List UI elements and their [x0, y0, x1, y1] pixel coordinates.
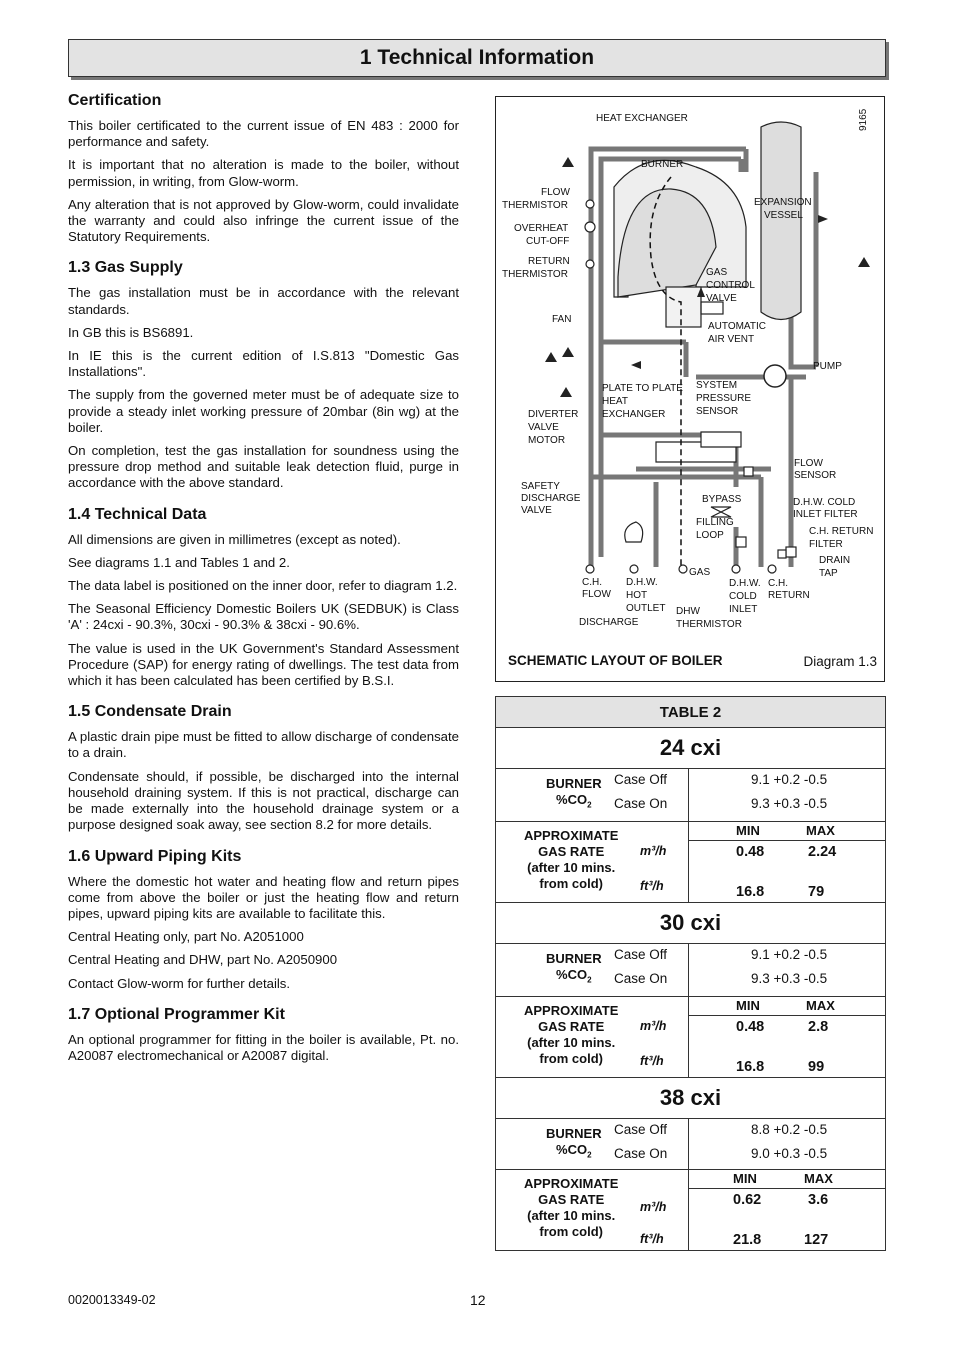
paragraph: All dimensions are given in millimetres (except as noted).	[68, 531, 401, 547]
label-safety-valve: VALVE	[521, 505, 552, 516]
label-safety-valve: SAFETY	[521, 481, 560, 492]
min-header: MIN	[736, 823, 760, 838]
paragraph: Central Heating only, part No. A2051000	[68, 929, 304, 945]
label-filling-loop: LOOP	[696, 530, 724, 541]
label-diverter-valve: MOTOR	[528, 435, 566, 446]
m3-max: 2.8	[808, 1019, 829, 1035]
label-dhw-hot: OUTLET	[626, 603, 666, 614]
unit-ft3: ft³/h	[640, 879, 664, 893]
label-ch-return: RETURN	[768, 590, 810, 601]
label-return-filter: FILTER	[809, 539, 843, 550]
label-flow-thermistor: FLOW	[541, 187, 570, 198]
burner-values-cell	[689, 769, 886, 822]
label-ch-return: C.H.	[768, 578, 788, 589]
after-label: (after 10 mins.	[527, 1208, 616, 1223]
label-safety-valve: DISCHARGE	[521, 493, 581, 504]
paragraph: It is important that no alteration is made to the boiler, without permission, in writing, from Glow-worm.	[68, 157, 459, 189]
approx-label: APPROXIMATE	[524, 1003, 619, 1018]
table-2	[495, 696, 886, 1251]
label-bypass: BYPASS	[702, 494, 742, 505]
label-gas: GAS	[689, 567, 711, 578]
label-ch-flow: C.H.	[582, 577, 602, 588]
diagram-ref: 9165	[858, 108, 869, 131]
gas-rate-label: GAS RATE	[538, 1192, 605, 1207]
label-gas-control-valve: GAS	[706, 267, 728, 278]
label-dhw-hot: D.H.W.	[626, 577, 658, 588]
approx-label: APPROXIMATE	[524, 828, 619, 843]
burner-values-cell	[689, 944, 886, 997]
section-title: 1.4 Technical Data	[68, 505, 207, 523]
co2-label: %CO	[556, 967, 588, 982]
boiler-schematic	[495, 96, 885, 682]
label-cold-inlet-filter: INLET FILTER	[793, 509, 858, 520]
text-column	[68, 92, 459, 1078]
label-gas-control-valve: CONTROL	[706, 280, 755, 291]
label-return-thermistor: RETURN	[528, 256, 570, 267]
label-drain-tap: TAP	[819, 568, 838, 579]
label-dhw-thermistor: DHW	[676, 606, 700, 617]
max-header: MAX	[806, 998, 835, 1013]
gas-rate-label-cell	[496, 997, 689, 1078]
gas-rate-label: GAS RATE	[538, 844, 605, 859]
section-upward-piping	[68, 848, 459, 992]
label-plate-heat-exchanger: HEAT	[602, 396, 628, 407]
paragraph: The supply from the governed meter must be of adequate size to provide a steady inlet working pressure of 20mbar (8in wg) at the boiler.	[68, 387, 459, 435]
co2-subscript: 2	[587, 1150, 592, 1160]
paragraph: The value is used in the UK Government's Standard Assessment Procedure (SAP) for energy rating of dwellings. The test data from which it has been calculated has been certified by B.S.I.	[68, 640, 459, 689]
section-certification	[68, 92, 459, 245]
from-cold-label: from cold)	[539, 876, 603, 891]
label-dhw-thermistor: THERMISTOR	[676, 619, 742, 630]
label-air-vent: AIR VENT	[708, 334, 755, 345]
schematic-drawing	[496, 97, 884, 681]
co2-subscript: 2	[587, 975, 592, 985]
label-pressure-sensor: PRESSURE	[696, 393, 752, 404]
model-heading: 38 cxi	[496, 1078, 886, 1119]
section-title: 1.5 Condensate Drain	[68, 703, 232, 721]
paragraph: The data label is positioned on the inner door, refer to diagram 1.2.	[68, 578, 458, 594]
m3-min: 0.62	[733, 1192, 762, 1208]
label-expansion-vessel: VESSEL	[764, 210, 803, 221]
min-header: MIN	[733, 1171, 757, 1186]
gas-rate-label: GAS RATE	[538, 1019, 605, 1034]
label-dhw-hot: HOT	[626, 590, 648, 601]
paragraph: In IE this is the current edition of I.S.813 "Domestic Gas Installations".	[68, 348, 459, 380]
ft3-max: 79	[808, 884, 825, 900]
gas-rate-label-cell	[496, 1170, 689, 1251]
label-heat-exchanger: HEAT EXCHANGER	[596, 113, 688, 124]
unit-ft3: ft³/h	[640, 1232, 664, 1246]
co2-case-off: 9.1 +0.2 -0.5	[751, 772, 828, 787]
paragraph: Contact Glow-worm for further details.	[68, 975, 291, 991]
unit-ft3: ft³/h	[640, 1054, 664, 1068]
label-plate-heat-exchanger: PLATE TO PLATE	[602, 383, 683, 394]
max-header: MAX	[806, 823, 835, 838]
label-expansion-vessel: EXPANSION	[754, 197, 812, 208]
section-condensate-drain	[68, 703, 459, 833]
case-off-label: Case Off	[614, 772, 668, 787]
diagram-number: Diagram 1.3	[803, 654, 877, 669]
label-flow-thermistor: THERMISTOR	[502, 200, 568, 211]
label-return-thermistor: THERMISTOR	[502, 269, 568, 280]
section-title: 1.3 Gas Supply	[68, 259, 183, 277]
unit-m3: m³/h	[640, 1200, 667, 1214]
paragraph: The gas installation must be in accordance with the relevant standards.	[68, 285, 459, 317]
label-ch-flow: FLOW	[582, 589, 611, 600]
table-row	[496, 1119, 886, 1170]
gas-rate-values-cell	[689, 822, 886, 903]
model-heading: 24 cxi	[496, 728, 886, 769]
section-title: Certification	[68, 92, 162, 109]
ft3-min: 21.8	[733, 1232, 762, 1248]
section-title: 1.6 Upward Piping Kits	[68, 847, 242, 865]
paragraph: Where the domestic hot water and heating flow and return pipes come from above the boiler or just the heating flow and return pipes, upward piping kits are available to facilitate this.	[68, 873, 459, 921]
label-plate-heat-exchanger: EXCHANGER	[602, 409, 666, 420]
label-pump: PUMP	[813, 361, 842, 372]
after-label: (after 10 mins.	[527, 1035, 616, 1050]
paragraph: In GB this is BS6891.	[68, 324, 194, 340]
co2-label: %CO	[556, 792, 588, 807]
label-burner: BURNER	[641, 159, 684, 170]
co2-case-off: 8.8 +0.2 -0.5	[751, 1122, 828, 1137]
paragraph: An optional programmer for fitting in the boiler is available, Pt. no. A20087 electromechanical or A20087 digital.	[68, 1031, 459, 1063]
ft3-min: 16.8	[736, 884, 765, 900]
ft3-min: 16.8	[736, 1059, 765, 1075]
m3-max: 3.6	[808, 1192, 829, 1208]
label-air-vent: AUTOMATIC	[708, 321, 766, 332]
co2-case-off: 9.1 +0.2 -0.5	[751, 947, 828, 962]
co2-case-on: 9.3 +0.3 -0.5	[751, 971, 828, 986]
paragraph: The Seasonal Efficiency Domestic Boilers UK (SEDBUK) is Class 'A' : 24cxi - 90.3%, 30cxi - 90.3% & 38cxi - 90.6%.	[68, 601, 459, 633]
unit-m3: m³/h	[640, 1019, 667, 1033]
paragraph: Any alteration that is not approved by Glow-worm, could invalidate the warranty and could also infringe the current issue of the Statutory Requirements.	[68, 196, 459, 245]
label-overheat: CUT-OFF	[526, 236, 570, 247]
unit-m3: m³/h	[640, 844, 667, 858]
case-on-label: Case On	[614, 1146, 668, 1161]
ft3-max: 127	[804, 1232, 829, 1248]
outlines	[585, 122, 801, 573]
label-drain-tap: DRAIN	[819, 555, 851, 566]
table-row	[496, 1170, 886, 1251]
burner-label: BURNER	[546, 776, 602, 791]
label-cold-inlet-filter: D.H.W. COLD	[793, 497, 856, 508]
section-programmer-kit	[68, 1006, 459, 1064]
gas-rate-label-cell	[496, 822, 689, 903]
paragraph: This boiler certificated to the current issue of EN 483 : 2000 for performance and safety.	[68, 118, 459, 150]
m3-min: 0.48	[736, 844, 765, 860]
label-flow-sensor: FLOW	[794, 458, 823, 469]
page-banner: 1 Technical Information	[68, 39, 886, 77]
label-discharge: DISCHARGE	[579, 617, 639, 628]
table-row	[496, 822, 886, 903]
case-on-label: Case On	[614, 971, 668, 986]
m3-min: 0.48	[736, 1019, 765, 1035]
label-pressure-sensor: SYSTEM	[696, 380, 738, 391]
burner-label-cell	[496, 769, 689, 822]
document-code: 0020013349-02	[68, 1293, 156, 1307]
max-header: MAX	[804, 1171, 833, 1186]
label-dhw-cold: D.H.W.	[729, 578, 761, 589]
co2-subscript: 2	[587, 800, 592, 810]
table-row	[496, 944, 886, 997]
after-label: (after 10 mins.	[527, 860, 616, 875]
label-diverter-valve: VALVE	[528, 422, 559, 433]
label-fan: FAN	[552, 314, 572, 325]
approx-label: APPROXIMATE	[524, 1176, 619, 1191]
section-technical-data	[68, 506, 459, 690]
paragraph: A plastic drain pipe must be fitted to allow discharge of condensate to a drain.	[68, 729, 459, 761]
from-cold-label: from cold)	[539, 1051, 603, 1066]
burner-values-cell	[689, 1119, 886, 1170]
case-off-label: Case Off	[614, 947, 668, 962]
gas-rate-values-cell	[689, 997, 886, 1078]
paragraph: Condensate should, if possible, be discharged into the internal household draining system. If this is not practical, discharge can be made externally into the household drainage system or a purpose designed soak away, see section 8.2 for more details.	[68, 768, 459, 833]
table-row	[496, 769, 886, 822]
paragraph: On completion, test the gas installation for soundness using the pressure drop method and suitable leak detection fluid, purge in accordance with the above standard.	[68, 443, 459, 491]
label-filling-loop: FILLING	[696, 517, 734, 528]
co2-case-on: 9.3 +0.3 -0.5	[751, 796, 828, 811]
label-gas-control-valve: VALVE	[706, 293, 737, 304]
from-cold-label: from cold)	[539, 1224, 603, 1239]
page-number: 12	[470, 1292, 486, 1308]
table-row	[496, 997, 886, 1078]
label-pressure-sensor: SENSOR	[696, 406, 739, 417]
label-dhw-cold: COLD	[729, 591, 757, 602]
model-heading: 30 cxi	[496, 903, 886, 944]
table-title: TABLE 2	[496, 697, 886, 728]
ft3-max: 99	[808, 1059, 825, 1075]
paragraph: See diagrams 1.1 and Tables 1 and 2.	[68, 554, 290, 570]
m3-max: 2.24	[808, 844, 837, 860]
section-title: 1.7 Optional Programmer Kit	[68, 1005, 285, 1023]
burner-label-cell	[496, 944, 689, 997]
label-diverter-valve: DIVERTER	[528, 409, 579, 420]
label-overheat: OVERHEAT	[514, 223, 569, 234]
burner-label: BURNER	[546, 1126, 602, 1141]
co2-case-on: 9.0 +0.3 -0.5	[751, 1146, 828, 1161]
diagram-caption: SCHEMATIC LAYOUT OF BOILER	[508, 653, 723, 668]
label-dhw-cold: INLET	[729, 604, 758, 615]
min-header: MIN	[736, 998, 760, 1013]
paragraph: Central Heating and DHW, part No. A2050900	[68, 952, 338, 968]
burner-label: BURNER	[546, 951, 602, 966]
section-gas-supply	[68, 259, 459, 491]
co2-label: %CO	[556, 1142, 588, 1157]
case-off-label: Case Off	[614, 1122, 668, 1137]
gas-rate-values-cell	[689, 1170, 886, 1251]
case-on-label: Case On	[614, 796, 668, 811]
label-flow-sensor: SENSOR	[794, 470, 837, 481]
label-return-filter: C.H. RETURN	[809, 526, 874, 537]
burner-label-cell	[496, 1119, 689, 1170]
